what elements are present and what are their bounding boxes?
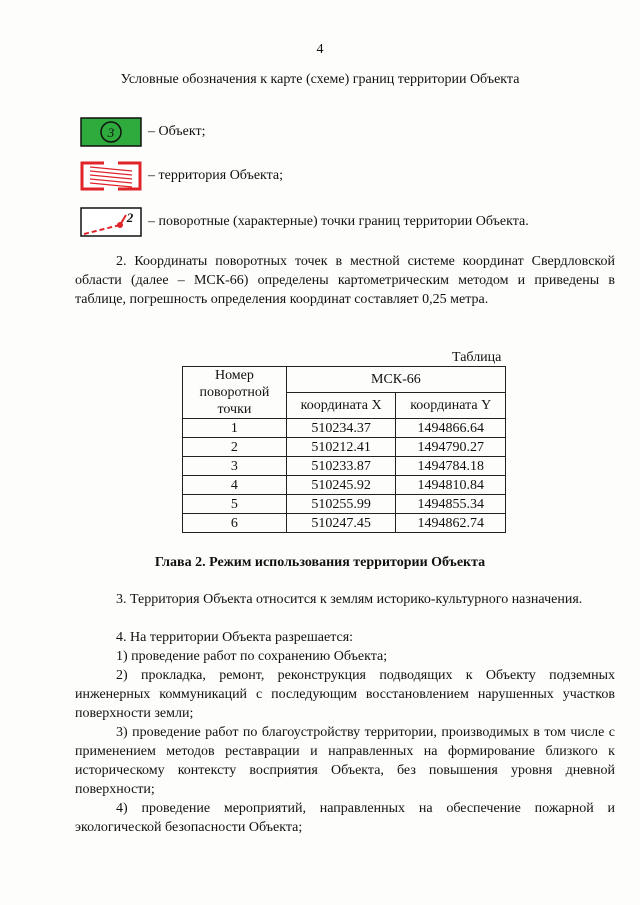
paragraph-4: 4. На территории Объекта разрешается: — [116, 630, 354, 645]
cell-y: 1494855.34 — [396, 495, 506, 514]
cell-x: 510255.99 — [286, 495, 396, 514]
cell-x: 510245.92 — [286, 476, 396, 495]
header-coordinate-x: координата X — [286, 393, 396, 419]
legend-title: Условные обозначения к карте (схеме) границ территории Объекта — [120, 72, 520, 87]
table-row — [183, 476, 506, 495]
page-number: 4 — [316, 42, 324, 57]
turning-point-symbol-icon — [80, 207, 142, 237]
chapter-2-title: Глава 2. Режим использования территории Объекта — [154, 555, 486, 570]
territory-symbol-icon — [80, 161, 142, 191]
table-caption: Таблица — [452, 350, 502, 365]
table-row — [183, 438, 506, 457]
header-coordinate-system: МСК-66 — [286, 367, 505, 393]
legend-item-object — [80, 114, 205, 150]
header-point-number: Номер поворотной точки — [183, 367, 287, 419]
list-item: 1) проведение работ по сохранению Объекта; — [116, 649, 388, 664]
legend-label-territory: – территория Объекта; — [148, 168, 284, 183]
section-2-paragraph: 2. Координаты поворотных точек в местной системе координат Свердловской области (далее – МСК-66) определены картометрическим методом и приведены в таблице, погрешность определения координат составляет 0,25 метра. — [75, 254, 615, 307]
list-item: 4) проведение мероприятий, направленных на обеспечение пожарной и экологической безопасности Объекта; — [75, 801, 615, 835]
table-row — [183, 514, 506, 533]
cell-y: 1494790.27 — [396, 438, 506, 457]
cell-y: 1494784.18 — [396, 457, 506, 476]
cell-point-number: 1 — [183, 419, 287, 438]
cell-point-number: 5 — [183, 495, 287, 514]
table-row — [183, 495, 506, 514]
table-row — [183, 457, 506, 476]
table-row — [183, 419, 506, 438]
cell-x: 510212.41 — [286, 438, 396, 457]
legend-item-territory — [80, 158, 283, 194]
coordinates-table — [182, 366, 506, 533]
cell-point-number: 6 — [183, 514, 287, 533]
cell-x: 510233.87 — [286, 457, 396, 476]
cell-point-number: 3 — [183, 457, 287, 476]
cell-y: 1494866.64 — [396, 419, 506, 438]
list-item: 2) прокладка, ремонт, реконструкция подводящих к Объекту подземных инженерных коммуникаций с последующим восстановлением нарушенных участков поверхности земли; — [75, 668, 615, 721]
header-coordinate-y: координата Y — [396, 393, 506, 419]
object-symbol-icon — [80, 117, 142, 147]
list-item: 3) проведение работ по благоустройству территории, производимых в том числе с применением методов реставрации и направленных на формирование близкого к историческому контексту восприятия Объекта, без повышения уровня дневной поверхности; — [75, 725, 615, 797]
object-symbol-number: 3 — [107, 125, 115, 140]
cell-x: 510247.45 — [286, 514, 396, 533]
legend-item-turning-point — [80, 204, 529, 240]
paragraph-3: 3. Территория Объекта относится к землям историко-культурного назначения. — [116, 592, 583, 607]
legend-label-object: – Объект; — [148, 124, 206, 139]
legend-label-turning-point: – поворотные (характерные) точки границ территории Объекта. — [148, 214, 529, 229]
cell-point-number: 2 — [183, 438, 287, 457]
cell-y: 1494862.74 — [396, 514, 506, 533]
cell-point-number: 4 — [183, 476, 287, 495]
cell-y: 1494810.84 — [396, 476, 506, 495]
cell-x: 510234.37 — [286, 419, 396, 438]
turning-point-symbol-number: 2 — [126, 210, 134, 225]
